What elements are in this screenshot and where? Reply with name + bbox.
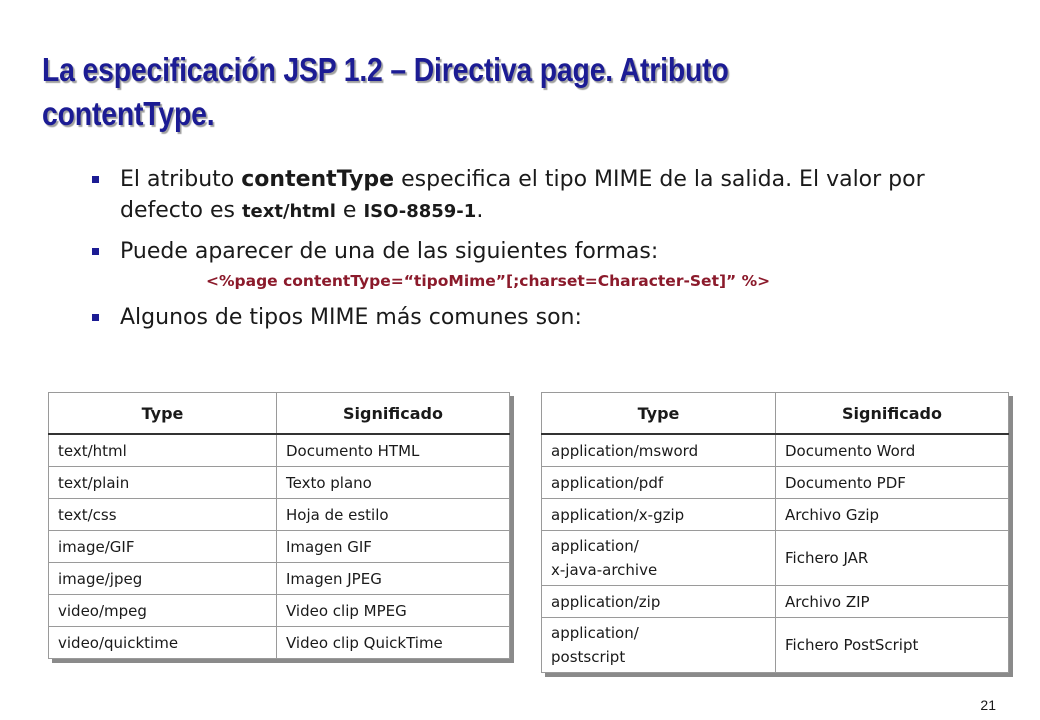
type-cell: image/GIF <box>49 531 277 563</box>
bullet-text: especifica el tipo MIME de la salida. El valor por defecto es <box>120 167 925 223</box>
table-row <box>49 499 510 531</box>
meaning-cell: Archivo Gzip <box>776 499 1009 531</box>
bullet-syntax <box>88 236 1008 293</box>
bullet-keyword: contentType <box>241 167 395 192</box>
type-cell: application/ postscript <box>542 618 776 673</box>
table-row <box>542 467 1009 499</box>
meaning-cell: Hoja de estilo <box>277 499 510 531</box>
table-row <box>49 595 510 627</box>
meaning-cell: Video clip MPEG <box>277 595 510 627</box>
meaning-cell: Documento Word <box>776 434 1009 467</box>
square-bullet-icon <box>92 176 99 183</box>
type-cell: application/msword <box>542 434 776 467</box>
bullet-list <box>88 164 1008 342</box>
bullet-text: e <box>335 198 364 223</box>
column-header-type: Type <box>542 393 776 435</box>
meaning-cell: Archivo ZIP <box>776 586 1009 618</box>
mime-table-left <box>48 392 510 659</box>
table-header-row <box>542 393 1009 435</box>
type-cell: video/quicktime <box>49 627 277 659</box>
bullet-text: El atributo <box>120 167 242 192</box>
table-row <box>542 434 1009 467</box>
meaning-cell: Documento PDF <box>776 467 1009 499</box>
meaning-cell: Texto plano <box>277 467 510 499</box>
table-row <box>49 563 510 595</box>
slide-title: La especificación JSP 1.2 – Directiva page. Atributo contentType. <box>42 51 729 132</box>
meaning-cell: Documento HTML <box>277 434 510 467</box>
meaning-cell: Video clip QuickTime <box>277 627 510 659</box>
table-row <box>49 434 510 467</box>
table-row <box>49 467 510 499</box>
bullet-content-type <box>88 164 1008 227</box>
column-header-type: Type <box>49 393 277 435</box>
table-row <box>542 499 1009 531</box>
square-bullet-icon <box>92 248 99 255</box>
syntax-example: <%page contentType=“tipoMime”[;charset=Character-Set]” %> <box>206 272 771 290</box>
type-cell: text/css <box>49 499 277 531</box>
table-row <box>542 531 1009 586</box>
column-header-meaning: Significado <box>277 393 510 435</box>
column-header-meaning: Significado <box>776 393 1009 435</box>
square-bullet-icon <box>92 314 99 321</box>
table-row <box>49 531 510 563</box>
bullet-text: Puede aparecer de una de las siguientes formas: <box>120 239 659 264</box>
type-cell: application/x-gzip <box>542 499 776 531</box>
table-row <box>542 618 1009 673</box>
meaning-cell: Fichero JAR <box>776 531 1009 586</box>
page-number: 21 <box>980 697 996 713</box>
meaning-cell: Fichero PostScript <box>776 618 1009 673</box>
type-cell: application/zip <box>542 586 776 618</box>
bullet-text: Algunos de tipos MIME más comunes son: <box>120 305 582 330</box>
meaning-cell: Imagen GIF <box>277 531 510 563</box>
table-row <box>49 627 510 659</box>
default-charset-code: ISO-8859-1 <box>363 201 477 222</box>
type-cell: application/ x-java-archive <box>542 531 776 586</box>
type-cell: video/mpeg <box>49 595 277 627</box>
type-cell: text/plain <box>49 467 277 499</box>
bullet-common-types <box>88 302 1008 333</box>
meaning-cell: Imagen JPEG <box>277 563 510 595</box>
bullet-text: . <box>476 198 484 223</box>
type-cell: application/pdf <box>542 467 776 499</box>
type-cell: image/jpeg <box>49 563 277 595</box>
mime-table-right <box>541 392 1009 673</box>
default-type-code: text/html <box>241 201 336 222</box>
table-row <box>542 586 1009 618</box>
table-header-row <box>49 393 510 435</box>
type-cell: text/html <box>49 434 277 467</box>
